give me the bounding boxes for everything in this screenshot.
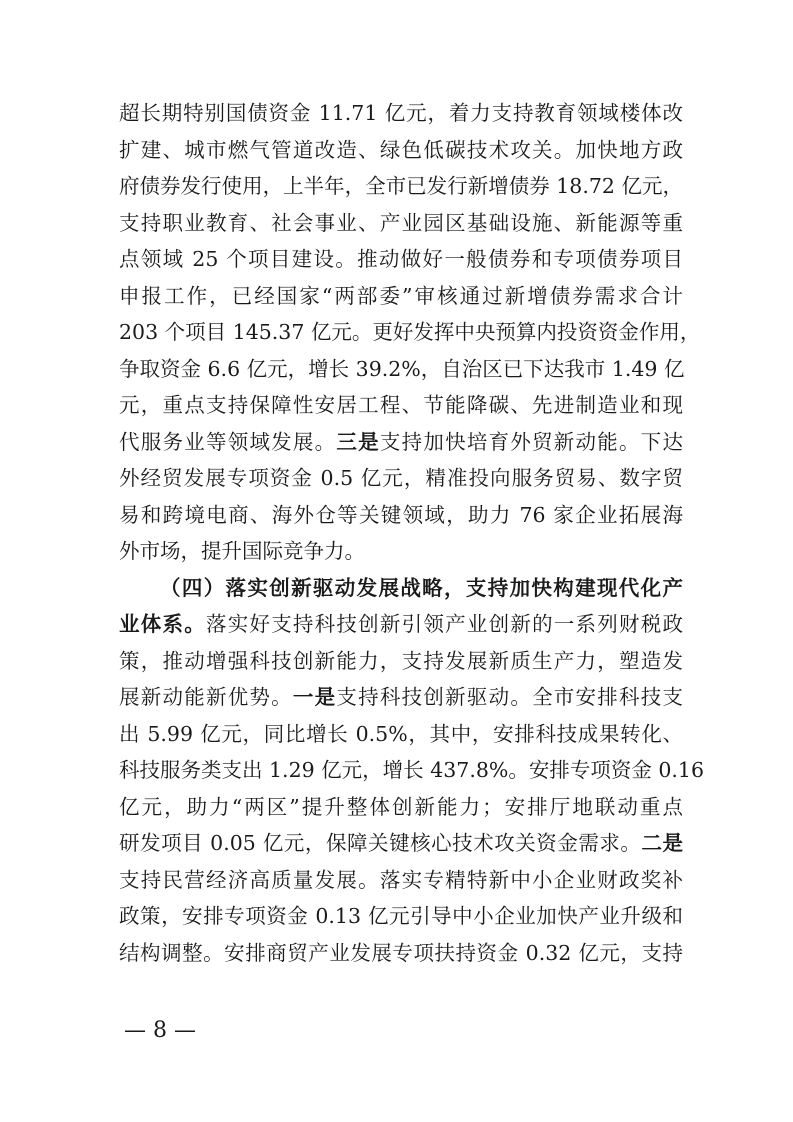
text-segment: 政策，安排专项资金 0.13 亿元引导中小企业加快产业升级和: [119, 904, 683, 928]
text-segment: 支持科技创新驱动。全市安排科技支: [336, 685, 684, 709]
text-segment: 府债券发行使用，上半年，全市已发行新增债券 18.72 亿元，: [119, 174, 683, 198]
text-segment: 科技服务类支出 1.29 亿元，增长 437.8%。安排专项资金 0.16: [119, 758, 705, 782]
text-segment: 扩建、城市燃气管道改造、绿色低碳技术攻关。加快地方政: [119, 137, 683, 162]
bold-text-segment: 业体系。: [119, 612, 206, 636]
text-segment: 点领域 25 个项目建设。推动做好一般债券和专项债券项目: [119, 247, 683, 271]
page-number: — 8 —: [124, 1018, 196, 1043]
text-line: [119, 314, 701, 351]
text-line: [119, 606, 683, 643]
text-line: [119, 460, 683, 497]
text-segment: 支持加快培育外贸新动能。下达: [379, 429, 684, 454]
text-line: [119, 643, 683, 680]
text-segment: 展新动能新优势。: [119, 685, 293, 709]
text-line: [119, 497, 683, 534]
text-line: [119, 679, 683, 716]
text-line: [119, 205, 683, 242]
text-line: [119, 278, 683, 315]
text-line: [119, 387, 683, 424]
text-segment: 外经贸发展专项资金 0.5 亿元，精准投向服务贸易、数字贸: [119, 466, 683, 490]
text-segment: 易和跨境电商、海外仓等关键领域，助力 76 家企业拓展海: [119, 502, 683, 527]
bold-text-segment: （四）落实创新驱动发展战略，支持加快构建现代化产: [160, 575, 683, 600]
text-segment: 申报工作，已经国家“两部委”审核通过新增债券需求合计: [119, 283, 683, 308]
bold-text-segment: 一是: [292, 685, 337, 709]
text-line: [119, 351, 683, 388]
text-line: [119, 424, 683, 461]
text-segment: 超长期特别国债资金 11.71 亿元，着力支持教育领域楼体改: [119, 101, 683, 125]
text-line: [119, 132, 683, 169]
text-line: [119, 789, 683, 826]
text-line: [119, 533, 683, 570]
text-line: [119, 862, 683, 899]
text-line: [119, 935, 683, 972]
text-segment: 支持民营经济高质量发展。落实专精特新中小企业财政奖补: [119, 867, 683, 892]
text-line: [119, 716, 683, 753]
text-line: [119, 168, 683, 205]
text-segment: 代服务业等领域发展。: [119, 429, 337, 454]
text-line: [119, 825, 683, 862]
text-segment: 结构调整。安排商贸产业发展专项扶持资金 0.32 亿元，支持: [119, 940, 683, 965]
text-line: [119, 898, 683, 935]
document-body: [119, 95, 705, 971]
text-line: [119, 95, 683, 132]
text-line: [119, 570, 683, 607]
text-line: [119, 752, 705, 789]
text-segment: 203 个项目 145.37 亿元。更好发挥中央预算内投资资金作用，: [119, 320, 701, 344]
text-segment: 争取资金 6.6 亿元，增长 39.2%，自治区已下达我市 1.49 亿: [119, 356, 685, 381]
text-segment: 元，重点支持保障性安居工程、节能降碳、先进制造业和现: [119, 393, 683, 417]
text-line: [119, 241, 683, 278]
bold-text-segment: 二是: [641, 831, 684, 855]
text-segment: 外市场，提升国际竞争力。: [119, 539, 365, 563]
text-segment: 策，推动增强科技创新能力，支持发展新质生产力，塑造发: [119, 648, 683, 673]
text-segment: 落实好支持科技创新引领产业创新的一系列财税政: [205, 612, 684, 636]
text-segment: 出 5.99 亿元，同比增长 0.5%，其中，安排科技成果转化、: [119, 721, 683, 746]
bold-text-segment: 三是: [336, 429, 380, 454]
text-segment: 支持职业教育、社会事业、产业园区基础设施、新能源等重: [119, 210, 683, 235]
text-segment: 亿元，助力“两区”提升整体创新能力；安排厅地联动重点: [119, 794, 683, 819]
text-segment: 研发项目 0.05 亿元，保障关键核心技术攻关资金需求。: [119, 831, 642, 855]
